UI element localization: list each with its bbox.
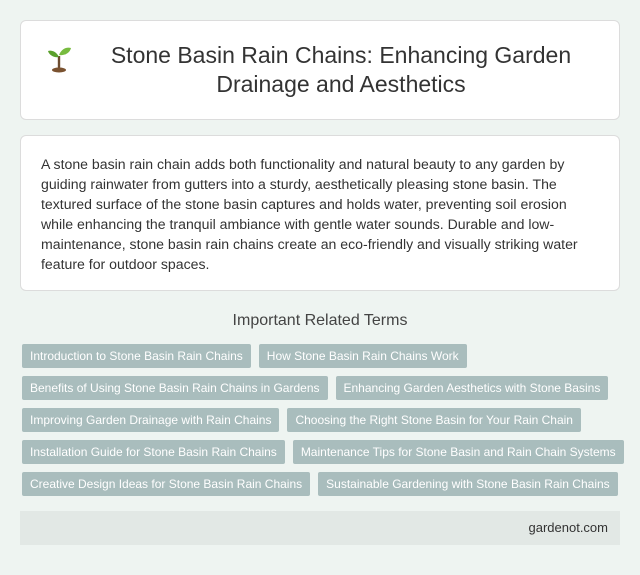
title-row (45, 41, 595, 99)
title-card (20, 20, 620, 120)
tag-row (22, 472, 622, 496)
related-term-tag[interactable]: Benefits of Using Stone Basin Rain Chains in Gardens (22, 376, 328, 400)
description-card (20, 135, 620, 291)
sprout-icon (45, 43, 73, 73)
tag-row (22, 408, 622, 432)
related-term-tag[interactable]: Improving Garden Drainage with Rain Chains (22, 408, 279, 432)
footer (20, 511, 620, 545)
page-title: Stone Basin Rain Chains: Enhancing Garden Drainage and Aesthetics (110, 42, 572, 97)
related-terms-list (22, 344, 622, 504)
tag-row (22, 440, 622, 464)
related-terms-heading: Important Related Terms (232, 312, 408, 329)
related-term-tag[interactable]: Introduction to Stone Basin Rain Chains (22, 344, 251, 368)
related-term-tag[interactable]: Enhancing Garden Aesthetics with Stone Basins (336, 376, 609, 400)
related-term-tag[interactable]: Creative Design Ideas for Stone Basin Rain Chains (22, 472, 310, 496)
related-term-tag[interactable]: Installation Guide for Stone Basin Rain Chains (22, 440, 285, 464)
related-term-tag[interactable]: Choosing the Right Stone Basin for Your Rain Chain (287, 408, 581, 432)
related-term-tag[interactable]: Maintenance Tips for Stone Basin and Rain Chain Systems (293, 440, 624, 464)
related-term-tag[interactable]: How Stone Basin Rain Chains Work (259, 344, 467, 368)
footer-site-link[interactable]: gardenot.com (528, 520, 608, 535)
description-text: A stone basin rain chain adds both functionality and natural beauty to any garden by guiding rainwater from gutters into a sturdy, aesthetically pleasing stone basin. The textured surface of the stone basin captures and holds water, preventing soil erosion while enhancing the tranquil ambiance with gentle water sounds. Durable and low-maintenance, stone basin rain chains create an eco-friendly and visually striking water feature for outdoor spaces. (41, 156, 578, 272)
related-term-tag[interactable]: Sustainable Gardening with Stone Basin Rain Chains (318, 472, 618, 496)
tag-row (22, 344, 622, 368)
tag-row (22, 376, 622, 400)
